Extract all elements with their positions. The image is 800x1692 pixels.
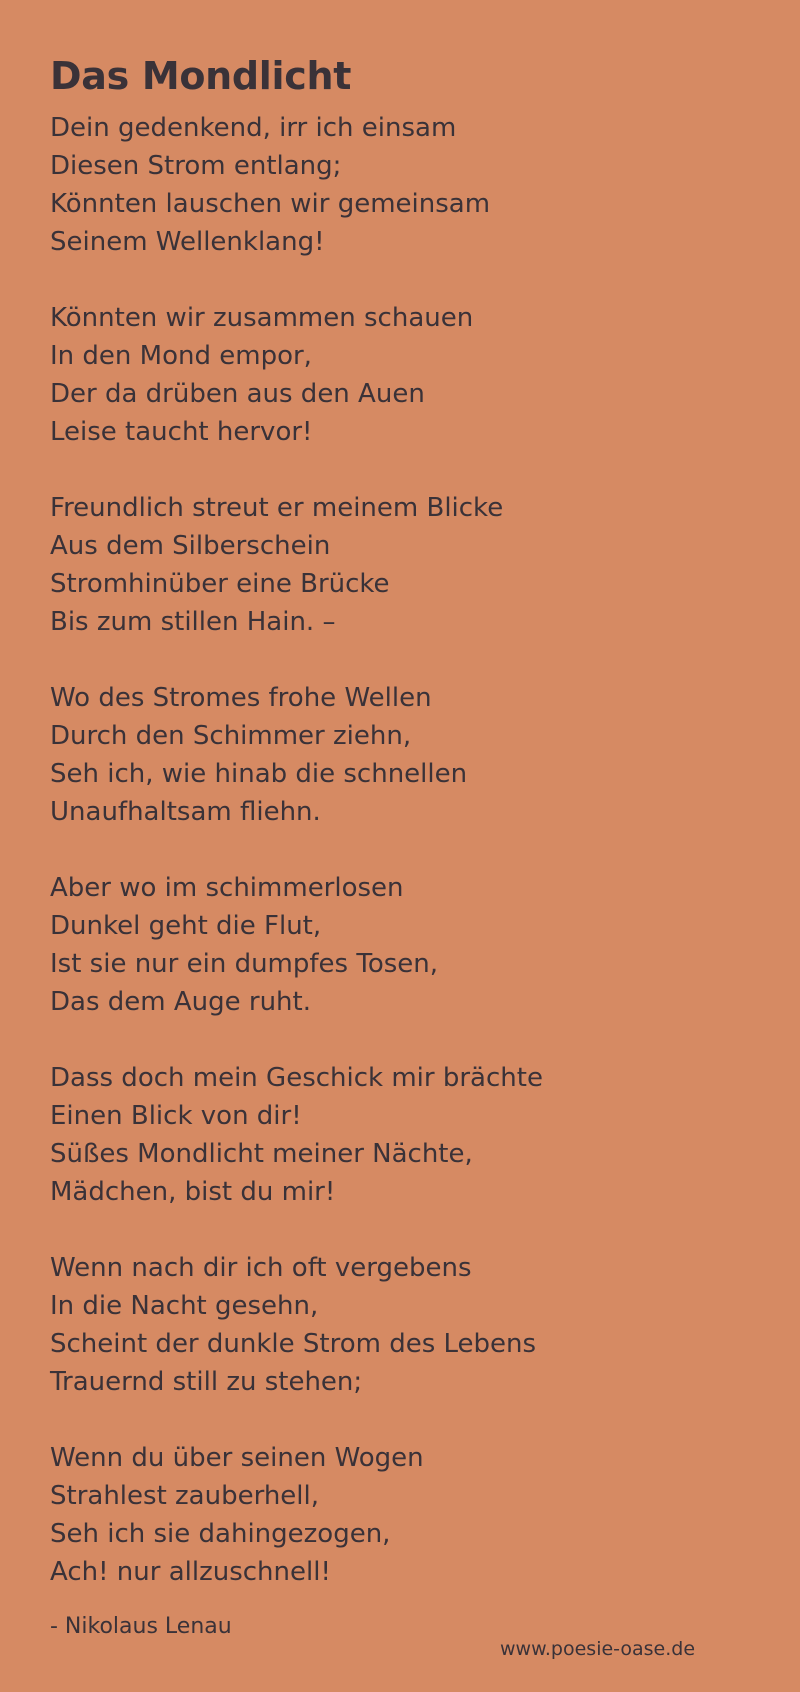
stanza-8: [50, 1439, 750, 1591]
poem-line: Leise taucht hervor!: [50, 417, 313, 447]
poem-line: Wo des Stromes frohe Wellen: [50, 683, 432, 713]
website-credit: www.poesie-oase.de: [500, 1638, 696, 1660]
poem-line: Könnten wir zusammen schauen: [50, 303, 474, 333]
poem-line: Seh ich, wie hinab die schnellen: [50, 759, 468, 789]
poem-line: Seh ich sie dahingezogen,: [50, 1519, 391, 1549]
poem-line: Freundlich streut er meinem Blicke: [50, 493, 504, 523]
poem-line: Wenn nach dir ich oft vergebens: [50, 1253, 472, 1283]
poem-line: Seinem Wellenklang!: [50, 227, 325, 257]
poem-line: In die Nacht gesehn,: [50, 1291, 319, 1321]
poem-line: Stromhinüber eine Brücke: [50, 569, 390, 599]
poem-line: Mädchen, bist du mir!: [50, 1177, 336, 1207]
poem-line: Durch den Schimmer ziehn,: [50, 721, 412, 751]
poem-line: Ach! nur allzuschnell!: [50, 1557, 331, 1587]
poem-line: Wenn du über seinen Wogen: [50, 1443, 424, 1473]
poem-title: Das Mondlicht: [50, 54, 352, 98]
stanza-6: [50, 1059, 750, 1211]
poem-line: Trauernd still zu stehen;: [50, 1367, 363, 1397]
poem-line: In den Mond empor,: [50, 341, 312, 371]
stanza-1: [50, 109, 750, 261]
stanza-4: [50, 679, 750, 831]
poem-line: Dein gedenkend, irr ich einsam: [50, 113, 457, 143]
poem-line: Könnten lauschen wir gemeinsam: [50, 189, 491, 219]
poem-line: Scheint der dunkle Strom des Lebens: [50, 1329, 537, 1359]
poem-line: Dass doch mein Geschick mir brächte: [50, 1063, 543, 1093]
poem-line: Diesen Strom entlang;: [50, 151, 342, 181]
poem-line: Einen Blick von dir!: [50, 1101, 302, 1131]
poem-line: Bis zum stillen Hain. –: [50, 607, 336, 637]
stanza-5: [50, 869, 750, 1021]
poem-line: Süßes Mondlicht meiner Nächte,: [50, 1139, 473, 1169]
poem-line: Unaufhaltsam fliehn.: [50, 797, 321, 827]
stanza-7: [50, 1249, 750, 1401]
poem-line: Das dem Auge ruht.: [50, 987, 311, 1017]
poem-line: Ist sie nur ein dumpfes Tosen,: [50, 949, 439, 979]
poem-body: [50, 109, 750, 1629]
poem-author: - Nikolaus Lenau: [50, 1614, 232, 1639]
poem-line: Aus dem Silberschein: [50, 531, 331, 561]
stanza-2: [50, 299, 750, 451]
poem-line: Strahlest zauberhell,: [50, 1481, 320, 1511]
stanza-3: [50, 489, 750, 641]
poem-line: Der da drüben aus den Auen: [50, 379, 425, 409]
poem-line: Aber wo im schimmerlosen: [50, 873, 404, 903]
poem-line: Dunkel geht die Flut,: [50, 911, 322, 941]
